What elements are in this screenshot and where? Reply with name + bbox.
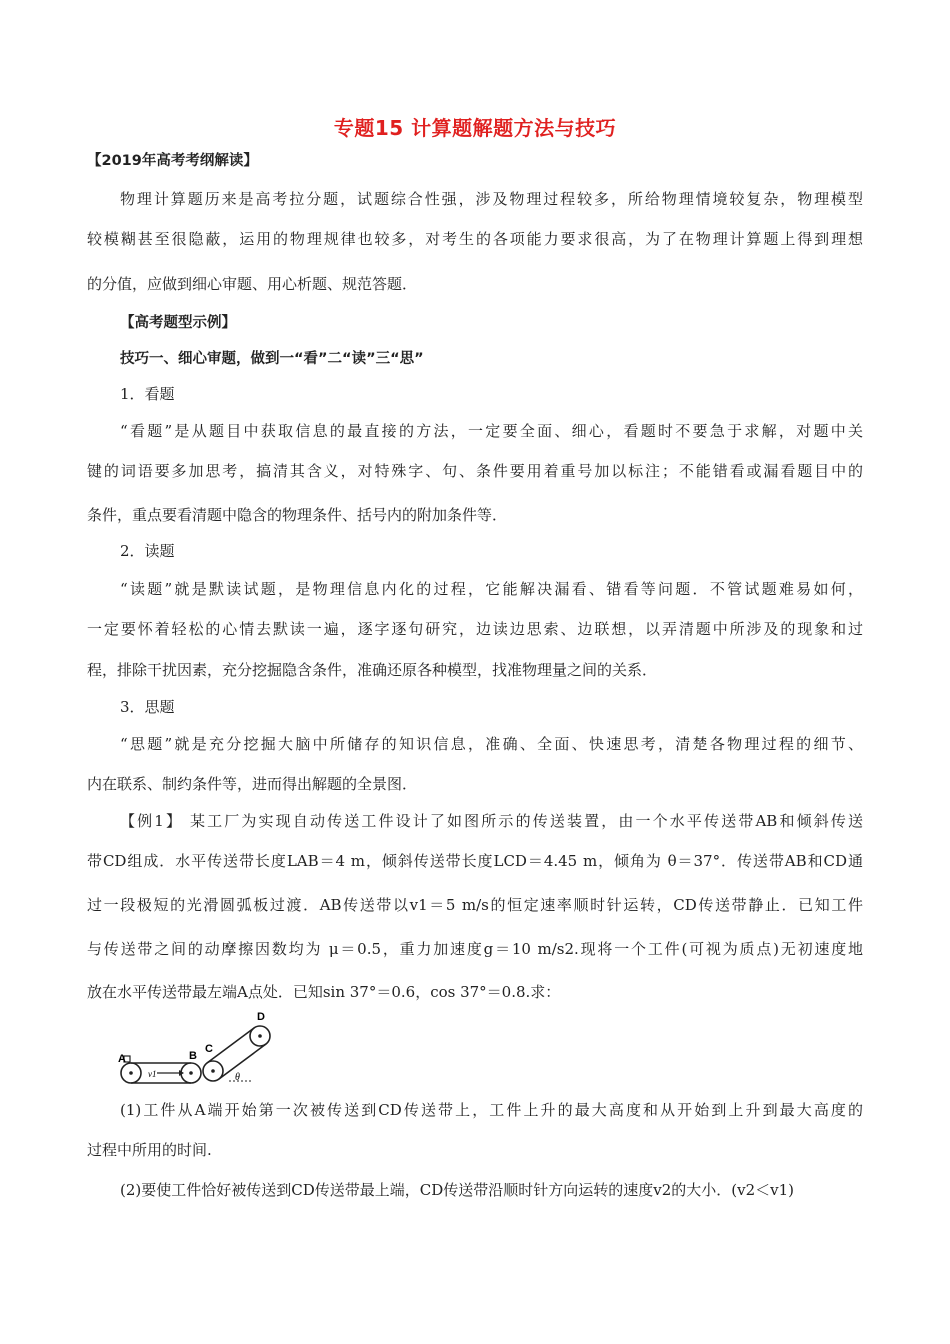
conveyor-diagram-svg	[117, 1010, 279, 1088]
example1-line-4: 与传送带之间的动摩擦因数均为 μ＝0.5，重力加速度g＝10 m/s2.现将一个工件(可视为质点)无初速度地	[87, 940, 863, 958]
step1-title: 1．看题	[120, 385, 175, 403]
label-c: C	[205, 1043, 213, 1055]
skill-heading: 技巧一、细心审题，做到一“看”二“读”三“思”	[120, 351, 424, 367]
step3-line-1: “思题”就是充分挖掘大脑中所储存的知识信息，准确、全面、快速思考，清楚各物理过程的细节、	[120, 735, 863, 753]
conveyor-diagram	[117, 1010, 279, 1088]
example1-line-3: 过一段极短的光滑圆弧板过渡．AB传送带以v1＝5 m/s的恒定速率顺时针运转，CD传送带静止．已知工件	[87, 896, 863, 914]
intro-line-1: 物理计算题历来是高考拉分题，试题综合性强，涉及物理过程较多，所给物理情境较复杂，物理模型	[120, 190, 863, 208]
section-heading-examples: 【高考题型示例】	[120, 315, 236, 331]
label-d: D	[257, 1011, 265, 1023]
step1-line-1: “看题”是从题目中获取信息的最直接的方法，一定要全面、细心，看题时不要急于求解，对题中关	[120, 422, 863, 440]
label-theta: θ	[235, 1072, 240, 1083]
intro-line-2: 较模糊甚至很隐蔽，运用的物理规律也较多，对考生的各项能力要求很高，为了在物理计算题上得到理想	[87, 230, 863, 248]
step3-title: 3．思题	[120, 698, 175, 716]
step2-line-1: “读题”就是默读试题，是物理信息内化的过程，它能解决漏看、错看等问题．不管试题难易如何，	[120, 580, 863, 598]
section-heading-syllabus: 【2019年高考考纲解读】	[87, 153, 258, 169]
step2-line-3: 程，排除干扰因素，充分挖掘隐含条件，准确还原各种模型，找准物理量之间的关系．	[87, 661, 658, 679]
step2-title: 2．读题	[120, 542, 175, 560]
question1-line-2: 过程中所用的时间.	[87, 1141, 212, 1159]
step1-line-3: 条件，重点要看清题中隐含的物理条件、括号内的附加条件等．	[87, 506, 508, 524]
example1-line-5: 放在水平传送带最左端A点处．已知sin 37°＝0.6，cos 37°＝0.8.求：	[87, 983, 561, 1001]
question2-line: (2)要使工件恰好被传送到CD传送带最上端，CD传送带沿顺时针方向运转的速度v2的大小．(v2＜v1)	[120, 1181, 795, 1199]
step3-line-2: 内在联系、制约条件等，进而得出解题的全景图．	[87, 775, 418, 793]
question1-line-1: (1)工件从A端开始第一次被传送到CD传送带上，工件上升的最大高度和从开始到上升到最大高度的	[120, 1101, 863, 1119]
step1-line-2: 键的词语要多加思考，搞清其含义，对特殊字、句、条件要用着重号加以标注；不能错看或漏看题目中的	[87, 462, 863, 480]
page-title: 专题15 计算题解题方法与技巧	[333, 116, 617, 140]
example1-line-2: 带CD组成．水平传送带长度LAB＝4 m，倾斜传送带长度LCD＝4.45 m，倾角为 θ＝37°．传送带AB和CD通	[87, 852, 863, 870]
label-b: B	[189, 1050, 197, 1062]
label-v1: v1	[148, 1069, 157, 1079]
example1-line-1: 【例1】 某工厂为实现自动传送工件设计了如图所示的传送装置，由一个水平传送带AB和倾斜传送	[120, 812, 863, 830]
step2-line-2: 一定要怀着轻松的心情去默读一遍，逐字逐句研究，边读边思索、边联想，以弄清题中所涉及的现象和过	[87, 620, 863, 638]
intro-line-3: 的分值，应做到细心审题、用心析题、规范答题．	[87, 275, 418, 293]
label-a: A	[118, 1053, 126, 1065]
